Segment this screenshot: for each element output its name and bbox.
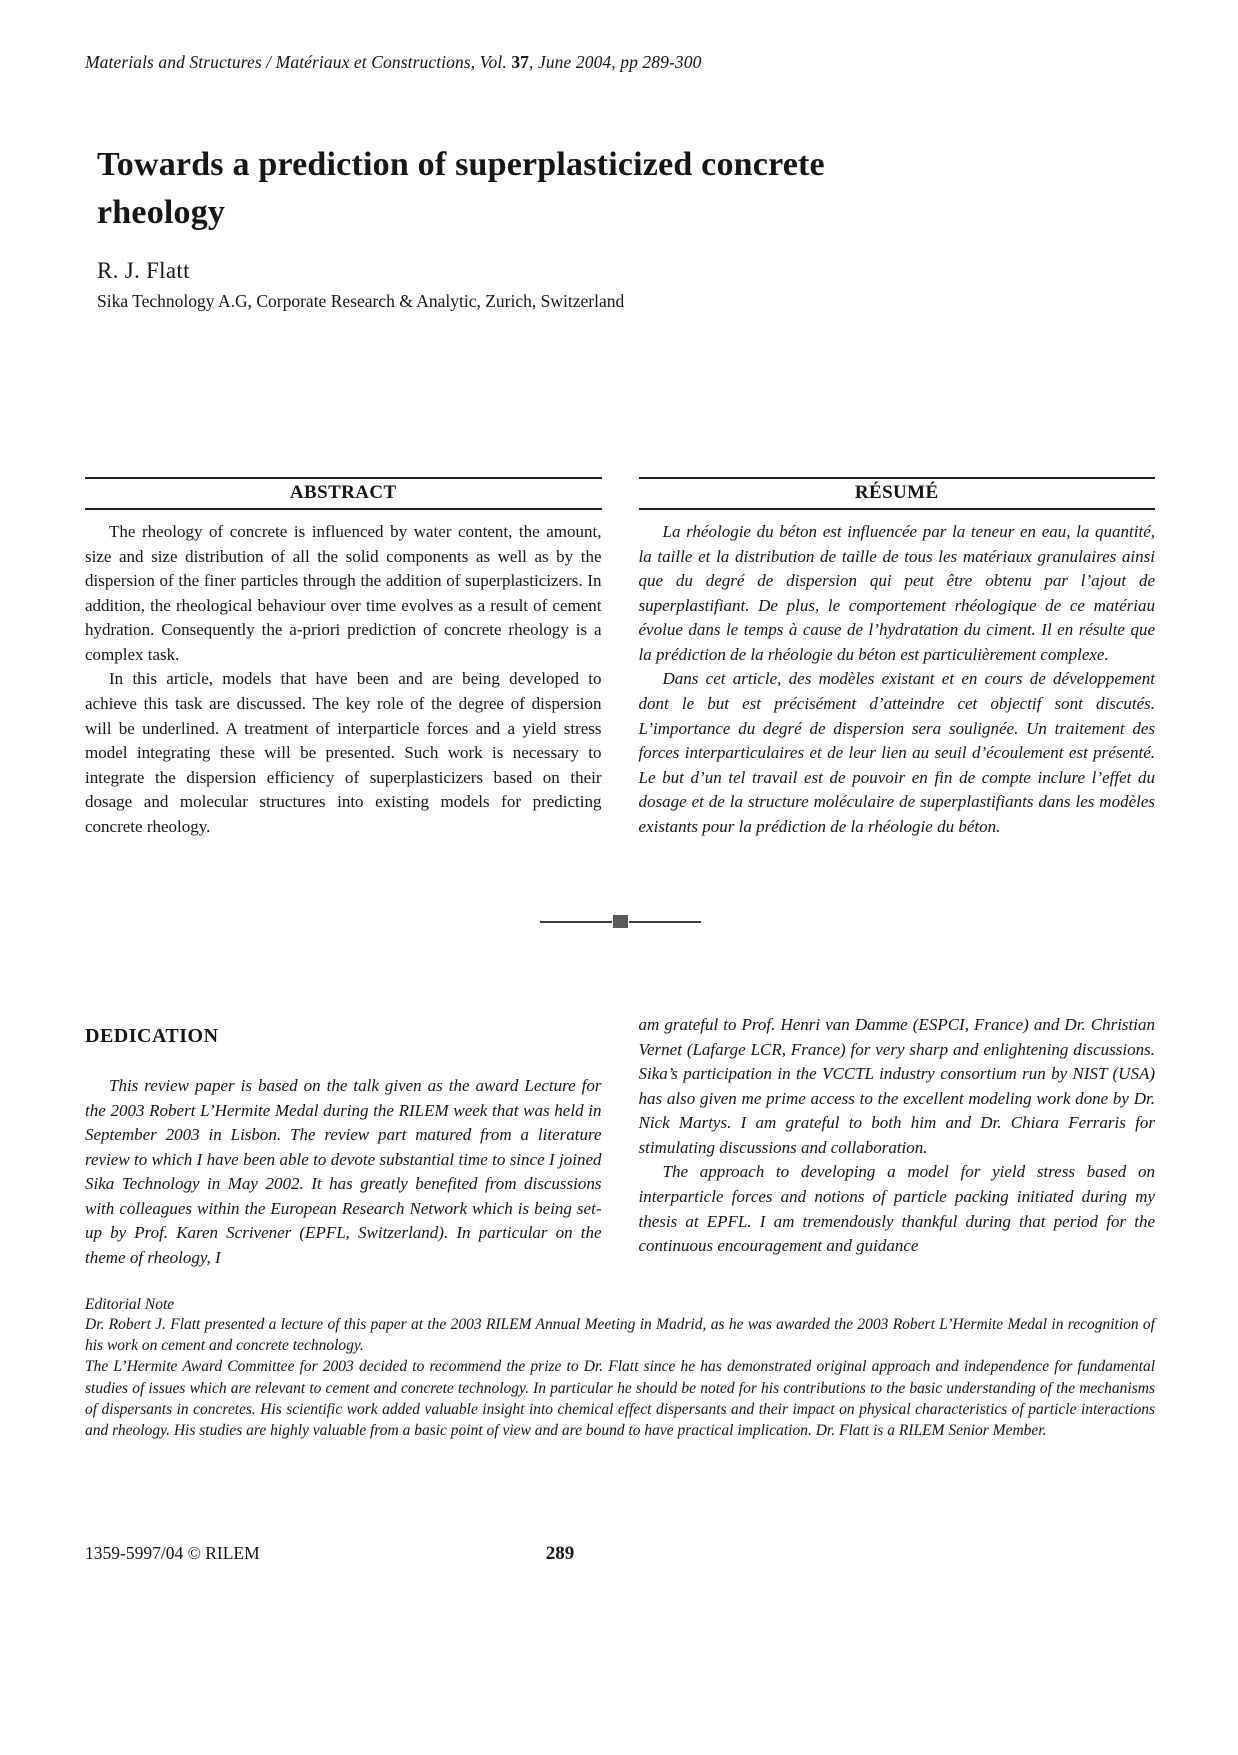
dedication-section: [85, 1013, 1155, 1271]
abstract-paragraph: The rheology of concrete is influenced by water content, the amount, size and size distribution of all the solid components as well as by the dispersion of the finer particles through the addition of superplasticizers. In addition, the rheological behaviour over time evolves as a result of cement hydration. Consequently the a-priori prediction of concrete rheology is a complex task.: [85, 522, 602, 664]
journal-name-fr: / Matériaux et Constructions, Vol.: [261, 52, 512, 72]
paper-title: Towards a prediction of superplasticized concrete rheology: [97, 145, 825, 232]
resume-heading: RÉSUMÉ: [854, 482, 939, 503]
journal-issue-info: , June 2004, pp 289-300: [529, 52, 702, 72]
abstract-resume-section: [85, 477, 1155, 839]
divider-square-icon: [613, 915, 628, 928]
journal-volume: 37: [511, 52, 530, 72]
section-divider: [85, 915, 1155, 928]
editorial-note-paragraph: The L’Hermite Award Committee for 2003 decided to recommend the prize to Dr. Flatt since he has demonstrated original approach and independence for fundamental studies of issues which are relevant to cement and concrete technology. In particular he should be noted for his contributions to the basic understanding of the mechanisms of dispersants in concretes. His scientific work added valuable insight into chemical effect dispersants and their impact on physical characteristics of particle interactions and rheology. His studies are highly valuable from a basic point of view and are bound to have practical implication. Dr. Flatt is a RILEM Senior Member.: [85, 1358, 1155, 1440]
dedication-left-column: [85, 1013, 602, 1271]
resume-heading-rule: [639, 477, 1156, 510]
journal-name: Materials and Structures: [85, 52, 262, 72]
editorial-note: [85, 1296, 1155, 1441]
dedication-paragraph: am grateful to Prof. Henri van Damme (ESPCI, France) and Dr. Christian Vernet (Lafarge LCR, France) for very sharp and enlightening discussions. Sika’s participation in the VCCTL industry consortium run by NIST (USA) has also given me prime access to the excellent modeling work done by Dr. Nick Martys. I am grateful to both him and Dr. Chiara Ferraris for stimulating discussions and collaboration.: [638, 1015, 1155, 1157]
issn-copyright: 1359-5997/04 © RILEM: [85, 1543, 260, 1563]
dedication-right-column: [639, 1013, 1156, 1271]
author-name: R. J. Flatt: [97, 258, 190, 283]
abstract-paragraph: In this article, models that have been and are being developed to achieve this task are discussed. The key role of the degree of dispersion will be underlined. A treatment of interparticle forces and a yield stress model integrating these will be presented. Such work is necessary to integrate the dispersion efficiency of superplasticizers based on their dosage and molecular structures into existing models for predicting concrete rheology.: [85, 669, 602, 836]
editorial-note-heading: Editorial Note: [85, 1296, 175, 1313]
author-block: [97, 258, 624, 312]
abstract-heading: ABSTRACT: [289, 482, 397, 503]
editorial-note-paragraph: Dr. Robert J. Flatt presented a lecture of this paper at the 2003 RILEM Annual Meeting in Madrid, as he was awarded the 2003 Robert L’Hermite Medal in recognition of his work on cement and concrete technology.: [85, 1316, 1155, 1355]
abstract-column: [85, 477, 602, 839]
dedication-paragraph: This review paper is based on the talk given as the award Lecture for the 2003 Robert L’Hermite Medal during the RILEM week that was held in September 2003 in Lisbon. The review part matured from a literature review to which I have been able to devote substantial time to since I joined Sika Technology in May 2002. It has greatly benefited from discussions with colleagues within the European Research Network which is being set-up by Prof. Karen Scrivener (EPFL, Switzerland). In particular on the theme of rheology, I: [85, 1076, 602, 1267]
abstract-heading-rule: [85, 477, 602, 510]
dedication-paragraph: The approach to developing a model for yield stress based on interparticle forces and notions of particle packing initiated during my thesis at EPFL. I am tremendously thankful during that period for the continuous encouragement and guidance: [638, 1162, 1155, 1256]
divider-line-right: [629, 921, 701, 923]
resume-paragraph: La rhéologie du béton est influencée par la teneur en eau, la quantité, la taille et la distribution de taille de tous les matériaux granulaires ainsi que du degré de dispersion qui peut être obtenu par l’ajout de superplastifiant. De plus, le comportement rhéologique de ce matériau évolue dans le temps à cause de l’hydratation du ciment. Il en résulte que la prédiction de la rhéologie du béton est particulièrement complexe.: [638, 522, 1155, 664]
divider-line-left: [540, 921, 612, 923]
resume-column: [639, 477, 1156, 839]
dedication-heading: DEDICATION: [85, 1025, 219, 1047]
page-number: 289: [545, 1543, 575, 1564]
journal-header: [85, 52, 701, 73]
resume-paragraph: Dans cet article, des modèles existant et en cours de développement dont le but est précisément d’atteindre cet objectif sont discutés. L’importance du degré de dispersion sera soulignée. Un traitement des forces interparticulaires et de leur lien au seuil d’écoulement est présenté. Le but d’un tel travail est de pouvoir en fin de compte inclure l’effet du dosage et de la structure moléculaire de superplastifiants dans les modèles existants pour la prédiction de la rhéologie du béton.: [638, 669, 1155, 836]
author-affiliation: Sika Technology A.G, Corporate Research & Analytic, Zurich, Switzerland: [97, 291, 625, 311]
